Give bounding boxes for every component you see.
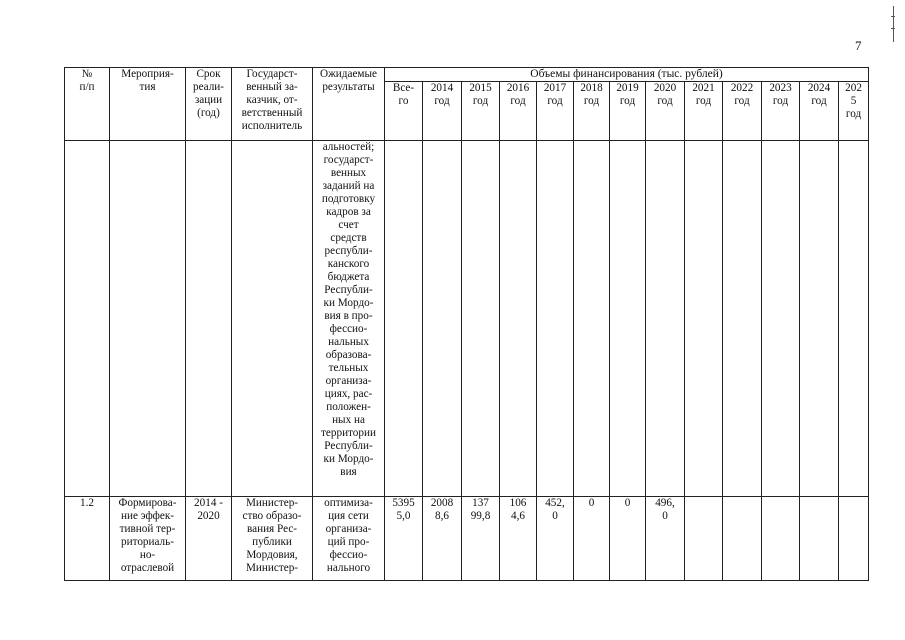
header-financing-title: Объемы финансирования (тыс. рублей) [385,68,869,82]
cell-value-2019 [610,141,646,497]
cell-value-total: 5395 5,0 [385,497,423,581]
financing-table [64,67,869,581]
cell-value-2015 [462,141,500,497]
cell-value-2019: 0 [610,497,646,581]
header-num: № п/п [65,68,110,141]
cell-results: оптимиза- ция сети организа- ций про- фессио- нального [313,497,385,581]
cell-value-2014 [423,141,462,497]
cell-customer [232,141,313,497]
header-results: Ожидаемые результаты [313,68,385,141]
cell-value-2018: 0 [574,497,610,581]
cell-event: Формирова- ние эффек- тивной тер- риториаль- но- отраслевой [110,497,186,581]
header-year-2014: 2014 год [423,82,462,141]
cell-num [65,141,110,497]
header-year-2025: 202 5 год [839,82,869,141]
cell-value-2021 [685,497,723,581]
table-row [65,141,869,497]
cell-results: альностей; государст- венных заданий на подготовку кадров за счет средств республи- канского бюджета Республи- ки Мордо- вия в про- фессио- нальных образова- тельных организа- циях, рас- положен- ных на территории Республи- ки Мордо- вия [313,141,385,497]
cell-value-2024 [800,497,839,581]
cell-value-2015: 137 99,8 [462,497,500,581]
cell-value-2021 [685,141,723,497]
cell-value-2023 [762,141,800,497]
header-year-2018: 2018 год [574,82,610,141]
cell-value-total [385,141,423,497]
cell-value-2018 [574,141,610,497]
header-row-1 [65,68,869,82]
header-customer: Государст- венный за- казчик, от- ветственный исполнитель [232,68,313,141]
cell-customer: Министер- ство образо- вания Рес- публики Мордовия, Министер- [232,497,313,581]
cell-value-2024 [800,141,839,497]
header-year-2017: 2017 год [537,82,574,141]
cell-value-2022 [723,141,762,497]
header-year-2021: 2021 год [685,82,723,141]
page-number: 7 [855,38,862,53]
cell-value-2022 [723,497,762,581]
cell-value-2014: 2008 8,6 [423,497,462,581]
cell-value-2017 [537,141,574,497]
header-year-total: Все- го [385,82,423,141]
cell-event [110,141,186,497]
cell-value-2020: 496, 0 [646,497,685,581]
cell-value-2017: 452, 0 [537,497,574,581]
table-row [65,497,869,581]
header-year-2016: 2016 год [500,82,537,141]
cell-value-2025 [839,497,869,581]
header-year-2024: 2024 год [800,82,839,141]
cell-value-2016: 106 4,6 [500,497,537,581]
header-year-2015: 2015 год [462,82,500,141]
scan-edge-marks [893,6,898,42]
header-year-2020: 2020 год [646,82,685,141]
header-term: Срок реали- зации (год) [186,68,232,141]
cell-value-2020 [646,141,685,497]
header-year-2022: 2022 год [723,82,762,141]
cell-value-2016 [500,141,537,497]
cell-term: 2014 - 2020 [186,497,232,581]
header-year-2019: 2019 год [610,82,646,141]
header-year-2023: 2023 год [762,82,800,141]
cell-value-2025 [839,141,869,497]
cell-num: 1.2 [65,497,110,581]
header-event: Мероприя- тия [110,68,186,141]
cell-value-2023 [762,497,800,581]
cell-term [186,141,232,497]
